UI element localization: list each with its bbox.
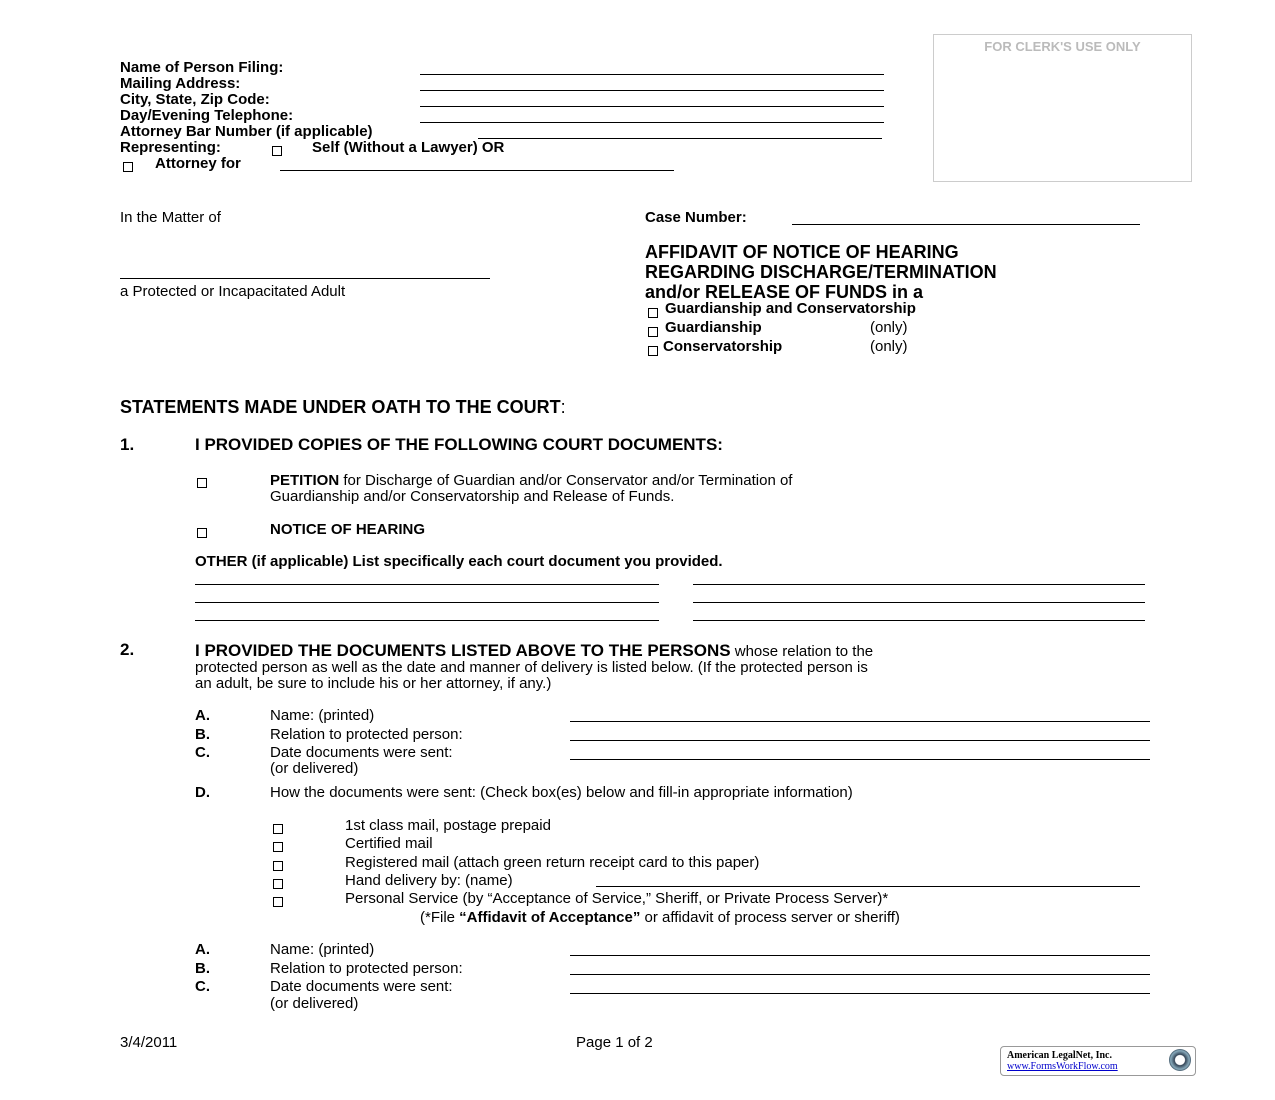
- other-field[interactable]: [195, 602, 659, 603]
- address-field[interactable]: [420, 90, 884, 91]
- type-checkbox[interactable]: [648, 346, 658, 356]
- type-note: (only): [870, 319, 908, 336]
- attorney-for-field[interactable]: [280, 170, 674, 171]
- section-2-text: whose relation to the: [730, 643, 874, 660]
- self-label: Self (Without a Lawyer) OR: [312, 139, 505, 156]
- logo-link[interactable]: www.FormsWorkFlow.com: [1007, 1061, 1118, 1072]
- petition-text: for Discharge of Guardian and/or Conservator and/or Termination of: [339, 472, 793, 489]
- phone-label: Day/Evening Telephone:: [120, 107, 294, 124]
- type-note: (only): [870, 338, 908, 355]
- city-field[interactable]: [420, 106, 884, 107]
- date-sent-field[interactable]: [570, 993, 1150, 994]
- method-label: Registered mail (attach green return receipt card to this paper): [345, 854, 760, 871]
- notice-label: NOTICE OF HEARING: [270, 521, 426, 538]
- item-letter: D.: [195, 784, 210, 801]
- type-label: Conservatorship: [663, 338, 783, 355]
- section-2-text: protected person as well as the date and manner of delivery is listed below. (If the protected person is: [195, 659, 868, 676]
- section-2-text: an adult, be sure to include his or her attorney, if any.): [195, 675, 552, 692]
- method-label: Personal Service (by “Acceptance of Service,” Sheriff, or Private Process Server)*: [345, 890, 889, 907]
- other-field[interactable]: [195, 620, 659, 621]
- petition-bold: PETITION: [270, 472, 340, 489]
- statements-colon: :: [560, 397, 566, 417]
- hand-delivery-name-field[interactable]: [596, 886, 1140, 887]
- note-bold: “Affidavit of Acceptance”: [459, 909, 641, 926]
- other-field[interactable]: [693, 602, 1145, 603]
- method-label: Hand delivery by: (name): [345, 872, 513, 889]
- item-letter: B.: [195, 960, 210, 977]
- note-text: or affidavit of process server or sheriff): [640, 909, 900, 926]
- name-field[interactable]: [420, 74, 884, 75]
- date-sent-label-2: (or delivered): [270, 760, 359, 777]
- recipient-name-field[interactable]: [570, 721, 1150, 722]
- footer-date: 3/4/2011: [120, 1034, 178, 1051]
- type-label: Guardianship and Conservatorship: [665, 300, 916, 317]
- method-checkbox[interactable]: [273, 824, 283, 834]
- date-sent-label: Date documents were sent:: [270, 978, 453, 995]
- address-label: Mailing Address:: [120, 75, 241, 92]
- notice-checkbox[interactable]: [197, 528, 207, 538]
- matter-subject: a Protected or Incapacitated Adult: [120, 283, 346, 300]
- delivery-method-label: How the documents were sent: (Check box(es) below and fill-in appropriate information): [270, 784, 853, 801]
- item-letter: C.: [195, 978, 210, 995]
- section-1-number: 1.: [120, 435, 135, 454]
- matter-name-field[interactable]: [120, 278, 490, 279]
- name-printed-label: Name: (printed): [270, 941, 375, 958]
- statements-heading: STATEMENTS MADE UNDER OATH TO THE COURT: [120, 397, 561, 417]
- case-number-field[interactable]: [792, 224, 1140, 225]
- title-line-1: AFFIDAVIT OF NOTICE OF HEARING: [645, 242, 959, 262]
- self-checkbox[interactable]: [272, 146, 282, 156]
- date-sent-label-2: (or delivered): [270, 995, 359, 1012]
- case-number-label: Case Number:: [645, 209, 747, 226]
- bar-field[interactable]: [478, 138, 882, 139]
- other-field[interactable]: [693, 620, 1145, 621]
- other-label: OTHER (if applicable) List specifically each court document you provided.: [195, 553, 723, 570]
- recipient-name-field[interactable]: [570, 955, 1150, 956]
- item-letter: A.: [195, 707, 210, 724]
- method-checkbox[interactable]: [273, 861, 283, 871]
- item-letter: B.: [195, 726, 210, 743]
- section-1-heading: I PROVIDED COPIES OF THE FOLLOWING COURT DOCUMENTS:: [195, 435, 723, 454]
- name-printed-label: Name: (printed): [270, 707, 375, 724]
- petition-checkbox[interactable]: [197, 478, 207, 488]
- title-line-2: REGARDING DISCHARGE/TERMINATION: [645, 262, 997, 282]
- method-checkbox[interactable]: [273, 897, 283, 907]
- legalnet-logo[interactable]: [1000, 1046, 1196, 1076]
- method-label: Certified mail: [345, 835, 433, 852]
- date-sent-field[interactable]: [570, 759, 1150, 760]
- name-label: Name of Person Filing:: [120, 59, 284, 76]
- type-checkbox[interactable]: [648, 308, 658, 318]
- section-2-heading: I PROVIDED THE DOCUMENTS LISTED ABOVE TO THE PERSONS: [195, 641, 731, 660]
- relation-label: Relation to protected person:: [270, 726, 463, 743]
- page-number: Page 1 of 2: [576, 1034, 653, 1051]
- petition-text-2: Guardianship and/or Conservatorship and Release of Funds.: [270, 488, 675, 505]
- method-label: 1st class mail, postage prepaid: [345, 817, 551, 834]
- date-sent-label: Date documents were sent:: [270, 744, 453, 761]
- note-text: (*File: [420, 909, 460, 926]
- relation-field[interactable]: [570, 974, 1150, 975]
- type-checkbox[interactable]: [648, 327, 658, 337]
- representing-label: Representing:: [120, 139, 221, 156]
- section-2-number: 2.: [120, 640, 135, 659]
- attorney-checkbox[interactable]: [123, 162, 133, 172]
- title-line-3: and/or RELEASE OF FUNDS in a: [645, 282, 924, 302]
- item-letter: A.: [195, 941, 210, 958]
- attorney-for-label: Attorney for: [155, 155, 241, 172]
- relation-field[interactable]: [570, 740, 1150, 741]
- city-label: City, State, Zip Code:: [120, 91, 270, 108]
- item-letter: C.: [195, 744, 210, 761]
- clerk-label: FOR CLERK'S USE ONLY: [984, 39, 1141, 54]
- other-field[interactable]: [195, 584, 659, 585]
- method-checkbox[interactable]: [273, 842, 283, 852]
- bar-label: Attorney Bar Number (if applicable): [120, 123, 373, 140]
- other-field[interactable]: [693, 584, 1145, 585]
- type-label: Guardianship: [665, 319, 762, 336]
- globe-icon: [1169, 1049, 1191, 1071]
- matter-label: In the Matter of: [120, 209, 221, 226]
- clerk-box: [933, 34, 1192, 182]
- method-checkbox[interactable]: [273, 879, 283, 889]
- relation-label: Relation to protected person:: [270, 960, 463, 977]
- phone-field[interactable]: [420, 122, 884, 123]
- logo-name: American LegalNet, Inc.: [1007, 1050, 1112, 1061]
